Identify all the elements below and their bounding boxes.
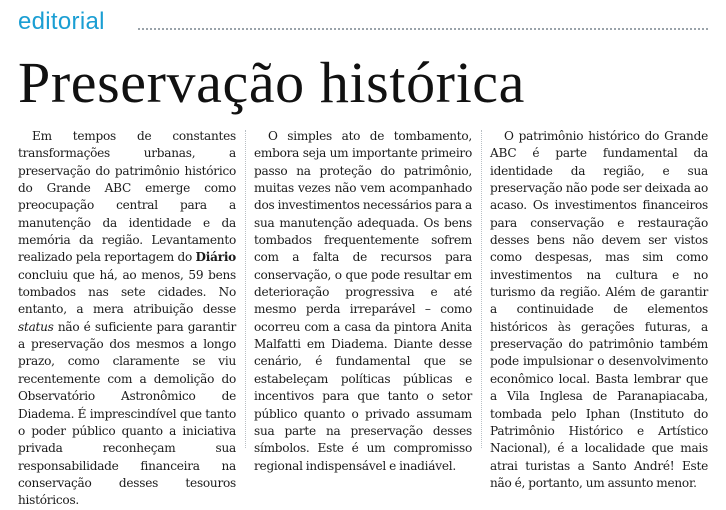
column-1-paragraph	[18, 128, 236, 510]
column-1-text-part-3: não é suficiente para garantir a preservação dos mesmos a longo prazo, como claramente se viu recentemente com a demolição do Observatório Astronômico de Diadema. É imprescindível que tanto o poder público quanto a iniciativa privada reconheçam sua responsabilidade financeira na conservação desses tesouros históricos.	[18, 319, 236, 508]
article-column-2	[254, 128, 472, 475]
article-column-3	[490, 128, 708, 492]
column-3-paragraph: O patrimônio histórico do Grande ABC é parte fundamental da identidade da região, e sua preservação não pode ser deixada ao acaso. Os investimentos financeiros para conservação e restauração desses bens não devem ser vistos como despesas, mas sim como investimentos na cultura e no turismo da região. Além de garantir a continuidade de elementos históricos às gerações futuras, a preservação do patrimônio também pode impulsionar o desenvolvimento econômico local. Basta lembrar que a Vila Inglesa de Paranapiacaba, tombada pelo Iphan (Instituto do Patrimônio Histórico e Artístico Nacional), é a localidade que mais atrai turistas a Santo André! Este não é, portanto, um assunto menor.	[490, 129, 708, 490]
column-1-text-part-1: Em tempos de constantes transformações urbanas, a preservação do patrimônio histórico do Grande ABC emerge como preocupação central para a manutenção da identidade e da memória da região. Levantamento realizado pela reportagem do	[18, 129, 236, 265]
section-dotted-rule	[138, 28, 708, 30]
section-label: editorial	[18, 8, 111, 36]
section-header	[18, 6, 708, 38]
article-headline: Preservação histórica	[18, 50, 525, 115]
column-divider-2	[481, 130, 482, 448]
column-2-paragraph: O simples ato de tombamento, embora seja um importante primeiro passo na proteção do patrimônio, muitas vezes não vem acompanhado dos investimentos necessários para a sua manutenção adequada. Os bens tombados frequentemente sofrem com a falta de recursos para conservação, o que pode resultar em deterioração progressiva e até mesmo perda irreparável – como ocorreu com a casa da pintora Anita Malfatti em Diadema. Diante desse cenário, é fundamental que se estabeleçam políticas públicas e incentivos para que tanto o setor público quanto o privado assumam sua parte na preservação desses símbolos. Este é um compromisso regional indispensável e inadiável.	[254, 129, 472, 473]
column-divider-1	[245, 130, 246, 448]
article-column-1	[18, 128, 236, 510]
column-1-text-part-2: concluiu que há, ao menos, 59 bens tombados nas sete cidades. No entanto, a mera atribuição desse	[18, 267, 236, 317]
article-body	[18, 128, 708, 508]
italic-term: status	[18, 319, 54, 334]
newspaper-name: Diário	[195, 250, 236, 265]
